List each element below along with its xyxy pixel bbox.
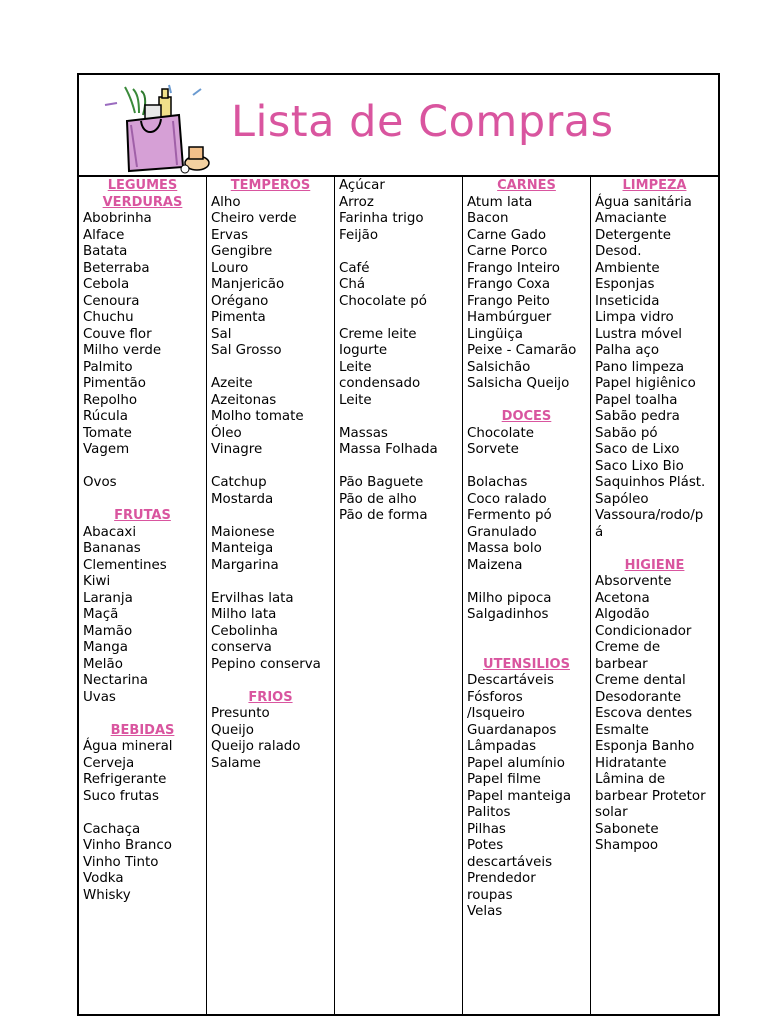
list-item: Desodorante xyxy=(595,689,682,705)
list-item: Sal Grosso xyxy=(211,343,282,358)
list-item: Shampoo xyxy=(595,838,659,853)
list-item: Cebolinha xyxy=(211,623,278,639)
list-item: Escova dentes xyxy=(595,706,693,721)
section-heading: VERDURAS xyxy=(102,194,183,210)
list-item: Ovos xyxy=(83,475,117,490)
list-item: Orégano xyxy=(211,293,269,309)
list-item: Leite xyxy=(339,359,372,375)
header xyxy=(79,75,718,177)
list-item: Peixe - Camarão xyxy=(467,343,577,358)
list-item: Pano limpeza xyxy=(595,359,685,375)
list-item: Pão Baguete xyxy=(339,475,424,490)
list-item: Descartáveis xyxy=(467,673,554,688)
spacer xyxy=(211,508,334,525)
list-item: Prendedor xyxy=(467,871,536,886)
list-item: Salame xyxy=(211,755,261,771)
list-item: Saco Lixo Bio xyxy=(595,458,684,474)
list-item: Algodão xyxy=(595,607,650,622)
list-item: Detergente xyxy=(595,227,672,243)
list-item: Vagem xyxy=(83,442,130,457)
list-item: Palmito xyxy=(83,359,133,375)
list-item: Suco frutas xyxy=(83,788,159,804)
list-item: Massas xyxy=(339,425,388,441)
list-item: Creme de xyxy=(595,640,661,655)
list-item: Iogurte xyxy=(339,343,388,358)
list-item: Chocolate xyxy=(467,425,534,441)
section-heading: TEMPEROS xyxy=(230,178,311,193)
list-item: Inseticida xyxy=(595,293,660,309)
list-item: Papel toalha xyxy=(595,392,678,408)
list-item: Pão de forma xyxy=(339,508,428,523)
list-item: Refrigerante xyxy=(83,772,167,787)
list-item: Clementines xyxy=(83,557,167,573)
list-item: Maçã xyxy=(83,607,119,622)
list-item: Presunto xyxy=(211,706,270,721)
list-item: Hambúrguer xyxy=(467,310,552,325)
list-item: Vinho Branco xyxy=(83,838,172,853)
list-item: Azeitonas xyxy=(211,392,277,408)
spacer xyxy=(339,244,462,261)
list-item: Sapóleo xyxy=(595,491,649,507)
list-item: Limpa vidro xyxy=(595,310,674,325)
list-item: Saco de Lixo xyxy=(595,442,680,457)
list-item: Esponjas xyxy=(595,277,655,292)
list-item: Abobrinha xyxy=(83,211,152,226)
section-heading: FRUTAS xyxy=(114,508,171,523)
list-item: Vinho Tinto xyxy=(83,854,159,870)
list-item: Óleo xyxy=(211,425,242,441)
list-item: Sabonete xyxy=(595,821,659,837)
list-item: Chuchu xyxy=(83,310,134,325)
list-item: Absorvente xyxy=(595,574,672,589)
page-title: Lista de Compras xyxy=(231,97,614,147)
list-item: Papel filme xyxy=(467,772,541,787)
list-item: Carne Porco xyxy=(467,244,548,259)
list-item: Esponja Banho xyxy=(595,739,695,754)
list-item: Vodka xyxy=(83,871,124,886)
list-item: Louro xyxy=(211,260,249,276)
list-item: Lustra móvel xyxy=(595,326,683,342)
list-item: Azeite xyxy=(211,376,253,391)
list-item: Mostarda xyxy=(211,491,274,507)
list-item: Maizena xyxy=(467,557,523,573)
list-item: condensado xyxy=(339,376,421,391)
list-item: Repolho xyxy=(83,392,138,408)
list-item: Velas xyxy=(467,904,503,919)
spacer xyxy=(83,805,206,822)
list-item: Milho verde xyxy=(83,343,162,358)
section-heading: DOCES xyxy=(501,409,552,424)
list-item: Batata xyxy=(83,244,128,259)
section-heading: LIMPEZA xyxy=(622,178,687,193)
list-item: Saquinhos Plást. xyxy=(595,475,706,490)
list-item: Cerveja xyxy=(83,755,135,771)
list-item: Fermento pó xyxy=(467,508,552,523)
list-item: Whisky xyxy=(83,887,131,903)
list-item: Atum lata xyxy=(467,194,533,210)
list-item: Ervas xyxy=(211,227,249,243)
spacer xyxy=(211,673,334,690)
list-item: Chá xyxy=(339,277,366,292)
column-3 xyxy=(335,177,463,1014)
list-item: Queijo ralado xyxy=(211,739,301,754)
list-item: Coco ralado xyxy=(467,491,547,507)
list-item: Gengibre xyxy=(211,244,273,259)
section-heading: BEBIDAS xyxy=(110,722,175,738)
list-item: Sabão pó xyxy=(595,425,658,441)
list-item: Salgadinhos xyxy=(467,607,549,622)
list-item: Ervilhas lata xyxy=(211,590,294,606)
list-item: Massa Folhada xyxy=(339,442,438,457)
list-item: Molho tomate xyxy=(211,409,304,424)
list-item: Beterraba xyxy=(83,260,150,276)
section-heading: CARNES xyxy=(497,178,556,193)
list-item: Amaciante xyxy=(595,211,667,226)
list-item: Creme dental xyxy=(595,673,686,688)
list-item: Potes xyxy=(467,838,504,853)
list-item: Bolachas xyxy=(467,475,528,490)
list-item: Creme leite xyxy=(339,326,417,342)
list-item: Frango Coxa xyxy=(467,277,551,292)
spacer xyxy=(595,541,718,558)
list-item: Abacaxi xyxy=(83,524,137,540)
list-item: Mamão xyxy=(83,623,133,639)
list-item: Desod. xyxy=(595,244,642,259)
section-heading: UTENSILIOS xyxy=(483,656,570,672)
list-item: Acetona xyxy=(595,590,650,606)
spacer xyxy=(211,459,334,476)
list-item: Pepino conserva xyxy=(211,656,321,672)
list-item: Ambiente xyxy=(595,260,660,276)
list-item: Sabão pedra xyxy=(595,409,680,424)
list-item: Farinha trigo xyxy=(339,211,424,226)
list-item: Hidratante xyxy=(595,755,667,771)
list-item: Alho xyxy=(211,194,241,210)
list-item: Laranja xyxy=(83,590,133,606)
list-item: Papel alumínio xyxy=(467,755,565,771)
list-item: Pimenta xyxy=(211,310,266,325)
list-item: Água mineral xyxy=(83,739,173,754)
list-item: Palha aço xyxy=(595,343,660,358)
list-item: barbear Protetor xyxy=(595,788,706,804)
list-item: solar xyxy=(595,805,628,820)
list-item: descartáveis xyxy=(467,854,553,870)
list-columns xyxy=(79,177,718,1014)
spacer xyxy=(211,574,334,591)
list-item: Leite xyxy=(339,392,372,408)
list-item: Tomate xyxy=(83,425,132,441)
list-item: Sal xyxy=(211,326,232,342)
list-item: Cenoura xyxy=(83,293,140,309)
list-item: Esmalte xyxy=(595,722,649,738)
list-item: Bananas xyxy=(83,541,141,556)
list-item: Água sanitária xyxy=(595,194,692,210)
list-item: Chocolate pó xyxy=(339,293,427,309)
spacer xyxy=(467,393,590,410)
spacer xyxy=(339,409,462,426)
column-2 xyxy=(207,177,335,1014)
spacer xyxy=(83,492,206,509)
list-item: Café xyxy=(339,260,370,276)
shopping-bag-with-groceries-icon xyxy=(101,83,221,175)
list-item: á xyxy=(595,524,604,540)
list-item: Vinagre xyxy=(211,442,263,457)
list-item: Lâmina de xyxy=(595,772,666,787)
list-item: Cebola xyxy=(83,277,130,292)
list-item: Papel manteiga xyxy=(467,788,572,804)
list-item: Pão de alho xyxy=(339,491,417,507)
list-item: Vassoura/rodo/p xyxy=(595,508,704,523)
list-item: Granulado xyxy=(467,524,537,540)
list-item: Sorvete xyxy=(467,442,519,457)
list-item: Queijo xyxy=(211,722,254,738)
list-item: Carne Gado xyxy=(467,227,547,243)
list-item: Rúcula xyxy=(83,409,128,424)
shopping-list-sheet xyxy=(77,73,720,1016)
list-item: Maionese xyxy=(211,524,275,540)
list-item: Pilhas xyxy=(467,821,506,837)
list-item: Pimentão xyxy=(83,376,146,391)
list-item: Arroz xyxy=(339,194,374,210)
spacer xyxy=(467,624,590,641)
list-item: Manteiga xyxy=(211,541,274,556)
list-item: Massa bolo xyxy=(467,541,542,556)
list-item: Uvas xyxy=(83,689,116,705)
list-item: Lâmpadas xyxy=(467,739,537,754)
list-item: Salsichão xyxy=(467,359,531,375)
list-item: Guardanapos xyxy=(467,722,557,738)
list-item: Feijão xyxy=(339,227,379,243)
list-item: Condicionador xyxy=(595,623,692,639)
list-item: Nectarina xyxy=(83,673,148,688)
list-item: Frango Inteiro xyxy=(467,260,560,276)
list-item: Milho lata xyxy=(211,607,277,622)
list-item: Margarina xyxy=(211,557,279,573)
list-item: Frango Peito xyxy=(467,293,550,309)
list-item: Fósforos xyxy=(467,689,523,705)
list-item: Papel higiênico xyxy=(595,376,696,391)
list-item: Palitos xyxy=(467,805,511,820)
spacer xyxy=(83,459,206,476)
column-1 xyxy=(79,177,207,1014)
list-item: Kiwi xyxy=(83,574,111,589)
list-item: Melão xyxy=(83,656,123,672)
spacer xyxy=(467,574,590,591)
spacer xyxy=(211,360,334,377)
list-item: Milho pipoca xyxy=(467,590,552,606)
list-item: barbear xyxy=(595,656,648,672)
list-item: /Isqueiro xyxy=(467,706,525,721)
list-item: Lingüiça xyxy=(467,326,523,342)
column-4 xyxy=(463,177,591,1014)
column-5 xyxy=(591,177,718,1014)
list-item: Couve flor xyxy=(83,326,152,342)
spacer xyxy=(467,459,590,476)
list-item: Salsicha Queijo xyxy=(467,376,570,391)
list-item: roupas xyxy=(467,887,513,903)
list-item: Bacon xyxy=(467,211,509,226)
list-item: Alface xyxy=(83,227,125,243)
spacer xyxy=(467,640,590,657)
list-item: Manga xyxy=(83,640,128,655)
section-heading: LEGUMES xyxy=(107,178,178,193)
section-heading: FRIOS xyxy=(248,689,293,705)
list-item: conserva xyxy=(211,640,272,655)
spacer xyxy=(339,310,462,327)
section-heading: HIGIENE xyxy=(624,557,685,573)
list-item: Catchup xyxy=(211,475,267,490)
list-item: Manjericão xyxy=(211,277,285,292)
spacer xyxy=(83,706,206,723)
list-item: Cachaça xyxy=(83,821,141,837)
list-item: Açúcar xyxy=(339,178,385,193)
spacer xyxy=(339,459,462,476)
list-item: Cheiro verde xyxy=(211,211,297,226)
